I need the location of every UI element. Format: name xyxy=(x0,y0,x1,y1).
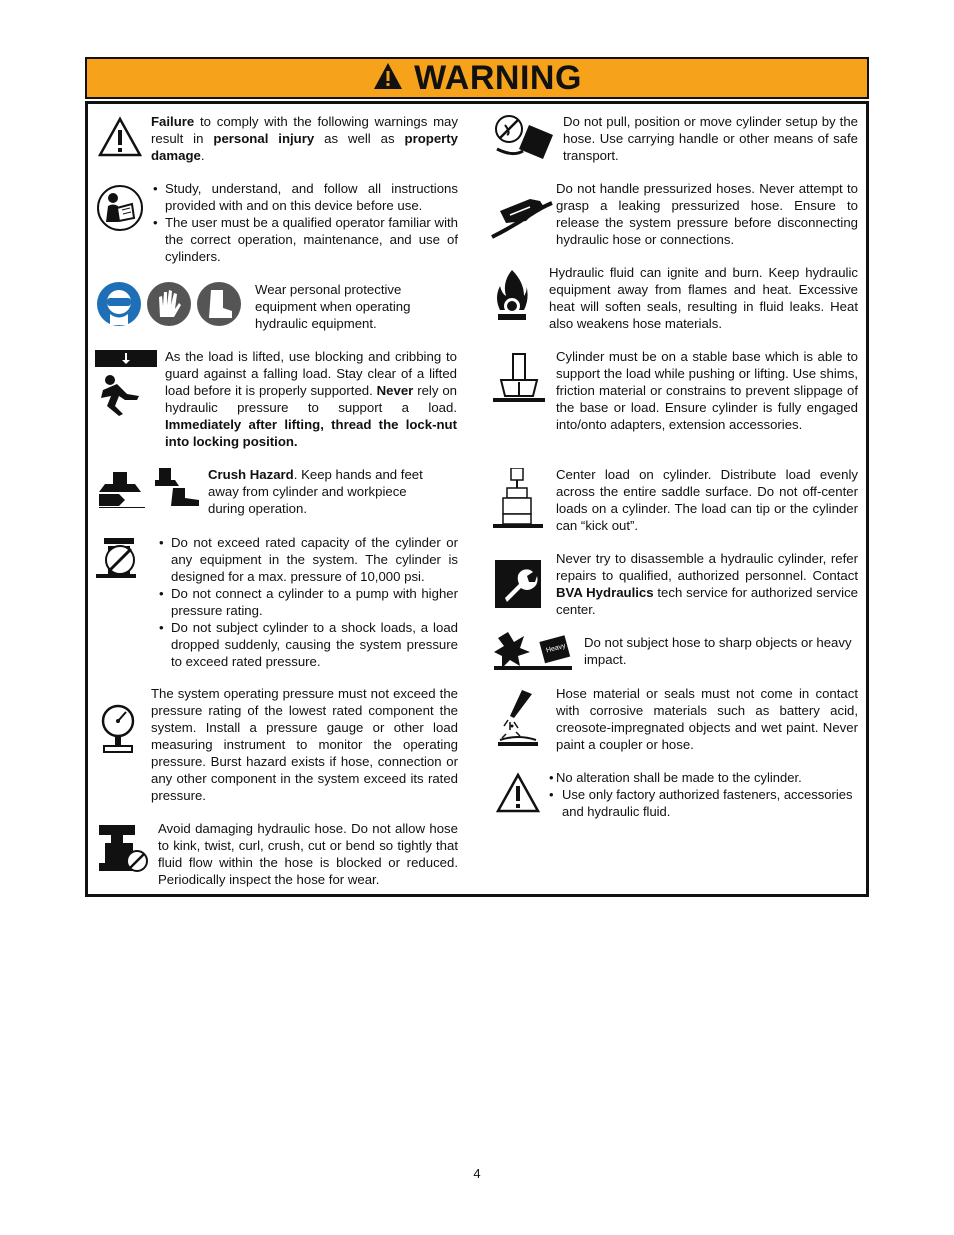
falling-load-warning: As the load is lifted, use blocking and cribbing to guard against a falling load. Stay clear of a lifted load before it is properly supported. Never rely on hydraulic pressure to support a load. Immediately after lifting, thread the lock-nut into locking position. xyxy=(165,349,457,449)
overpressure-cylinder-icon xyxy=(94,536,146,587)
caution-triangle-icon xyxy=(97,116,143,163)
pressure-warning: The system operating pressure must not exceed the pressure rating of the lowest rated component the system. Install a pressure gauge or other load measuring instrument to monitor the operating pressure. Burst hazard exists if hose, connection or any other component in the system exceed its rated pressure. xyxy=(151,686,458,803)
warning-title: WARNING xyxy=(414,59,582,97)
leaking-hose-hand-icon xyxy=(490,185,554,246)
no-pull-hose-icon xyxy=(493,113,555,168)
capacity-list xyxy=(157,534,458,670)
capacity-item: • Do not connect a cylinder to a pump with higher pressure rating. xyxy=(157,585,458,619)
read-manual-icon xyxy=(96,184,144,237)
capacity-item: • Do not exceed rated capacity of the cylinder or any equipment in the system. The cylinder is designed for a max. pressure of 10,000 psi. xyxy=(157,534,458,585)
pressurized-hose-warning: Do not handle pressurized hoses. Never attempt to grasp a leaking pressurized hose. Ensure to release the system pressure before disconnecting hydraulic hose or connections. xyxy=(556,181,858,247)
page-number: 4 xyxy=(473,1166,481,1181)
service-warning: Never try to disassemble a hydraulic cylinder, refer repairs to qualified, authorized personnel. Contact BVA Hydraulics tech service for authorized service center. xyxy=(556,551,858,617)
crush-hazard-warning: Crush Hazard. Keep hands and feet away from cylinder and workpiece during operation. xyxy=(208,467,423,516)
alteration-list xyxy=(547,769,859,820)
center-load-icon xyxy=(493,468,543,539)
crush-hand-icon xyxy=(95,472,151,513)
pressure-gauge-icon xyxy=(100,703,136,760)
heavy-label: Heavy xyxy=(545,642,567,655)
ppe-warning: Wear personal protective equipment when operating hydraulic equipment. xyxy=(255,282,411,331)
alteration-item: • Use only factory authorized fasteners, accessories and hydraulic fluid. xyxy=(547,786,859,820)
crush-foot-icon xyxy=(155,468,201,513)
falling-load-icon xyxy=(95,350,159,421)
capacity-item: • Do not subject cylinder to a shock loads, a load dropped suddenly, causing the system pressure to exceed rated pressure. xyxy=(157,619,458,670)
flame-icon xyxy=(494,268,530,327)
caution-triangle-icon xyxy=(495,772,541,819)
safety-glasses-icon xyxy=(96,281,142,332)
hose-damage-warning: Avoid damaging hydraulic hose. Do not allow hose to kink, twist, curl, crush, cut or bend so tightly that fluid flow within the hose is blocked or reduced. Periodically inspect the hose for wear. xyxy=(158,821,458,887)
gloves-icon xyxy=(146,281,192,332)
instruction-item: • Study, understand, and follow all instructions provided with and on this device before use. xyxy=(151,180,458,214)
boots-icon xyxy=(196,281,242,332)
instructions-list xyxy=(151,180,458,265)
warning-banner xyxy=(85,57,869,99)
warning-triangle-icon xyxy=(372,61,404,96)
sharp-objects-warning: Do not subject hose to sharp objects or heavy impact. xyxy=(584,635,852,667)
stable-base-warning: Cylinder must be on a stable base which is able to support the load while pushing or lifting. Use shims, friction material or constrains to prevent slippage of the base or load. Ensure cylinder is fully engaged into/onto adapters, extension accessories. xyxy=(556,349,858,432)
failure-warning: Failure to comply with the following warnings may result in personal injury as well as property damage. xyxy=(151,114,459,163)
instruction-item: • The user must be a qualified operator familiar with the correct operation, maintenance, and use of cylinders. xyxy=(151,214,458,265)
fire-warning: Hydraulic fluid can ignite and burn. Keep hydraulic equipment away from flames and heat. Excessive heat will soften seals, resulting in fluid leaks. Heat also weakens hose materials. xyxy=(549,265,858,331)
wrench-service-icon xyxy=(495,560,541,613)
sharp-impact-icon xyxy=(494,630,574,677)
crushed-hose-icon xyxy=(99,825,151,880)
no-pull-warning: Do not pull, position or move cylinder setup by the hose. Use carrying handle or other means of safe transport. xyxy=(563,114,858,163)
corrosive-drip-icon xyxy=(496,688,540,755)
alteration-item: • No alteration shall be made to the cylinder. xyxy=(547,769,859,786)
center-load-warning: Center load on cylinder. Distribute load evenly across the entire saddle surface. Do not off-center loads on a cylinder. The load can tip or the cylinder can “kick out”. xyxy=(556,467,858,533)
stable-base-cylinder-icon xyxy=(493,352,545,413)
corrosive-warning: Hose material or seals must not come in contact with corrosive materials such as battery acid, creosote-impregnated objects and wet paint. Never paint a coupler or hose. xyxy=(556,686,858,752)
